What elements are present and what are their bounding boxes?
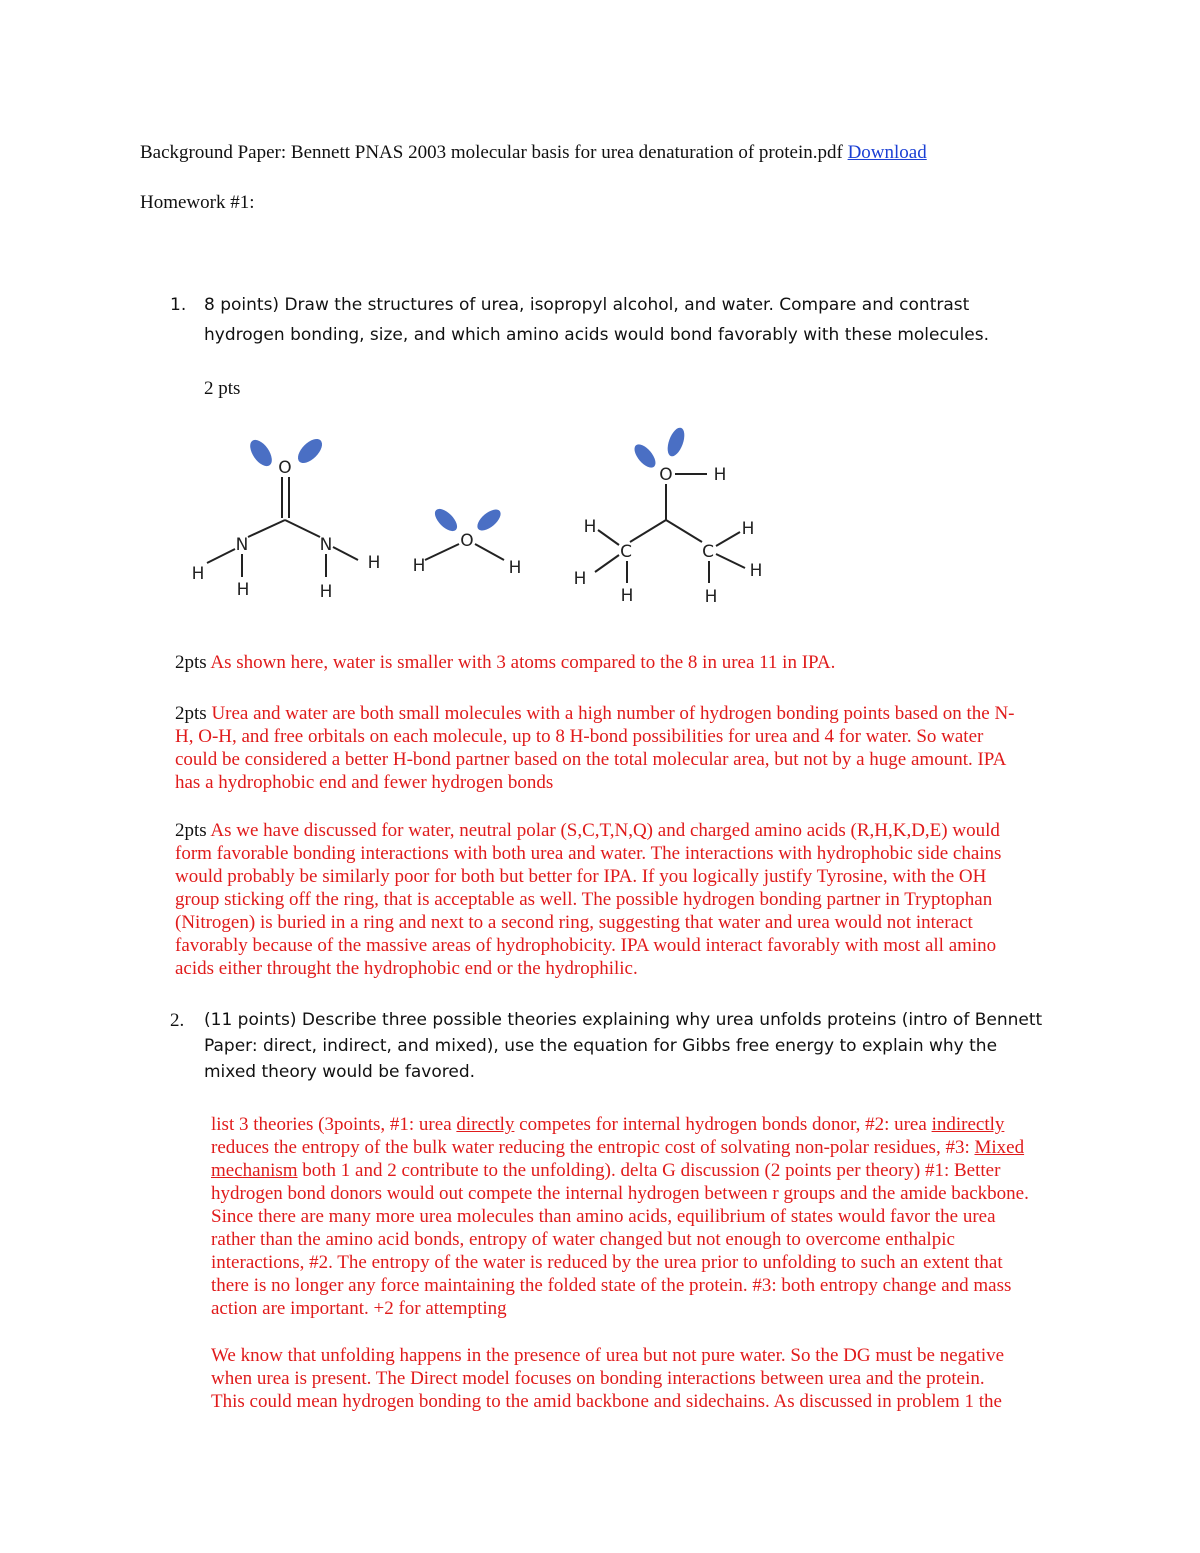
answer-text: when urea is present. The Direct model focuses on bonding interactions between urea and the protein. <box>211 1368 985 1389</box>
homework-title: Homework #1: <box>140 192 255 213</box>
atom-h: H <box>508 558 522 578</box>
atom-h: H <box>412 556 426 576</box>
q2-number: 2. <box>170 1010 185 1031</box>
download-link[interactable]: Download <box>847 142 927 163</box>
q1-pts-label: 2 pts <box>204 378 241 399</box>
background-paper-line <box>140 142 927 164</box>
water-structure <box>413 505 522 578</box>
answer-text: This could mean hydrogen bonding to the amid backbone and sidechains. As discussed in problem 1 the <box>211 1391 1002 1412</box>
atom-h: H <box>620 586 634 606</box>
orbital-lobe <box>474 506 504 535</box>
q2-answer-gibbs <box>211 1344 1004 1413</box>
q2-text-line1: (11 points) Describe three possible theories explaining why urea unfolds proteins (intro of Bennett <box>204 1010 1043 1030</box>
atom-h: H <box>704 587 718 607</box>
q1-text-line1: 8 points) Draw the structures of urea, isopropyl alcohol, and water. Compare and contrast <box>204 295 970 315</box>
atom-o: O <box>659 465 673 485</box>
underlined-mixed: Mixed <box>974 1137 1025 1158</box>
answer-text: would probably be similarly poor for both but better for IPA. If you logically justify Tyrosine, with the OH <box>175 866 987 887</box>
answer-line: reduces the entropy of the bulk water reducing the entropic cost of solvating non-polar residues, #3: Mixed <box>211 1137 1025 1158</box>
urea-structure <box>192 435 381 602</box>
underlined-mechanism: mechanism <box>211 1160 298 1181</box>
orbital-lobe <box>431 505 461 535</box>
answer-text: As shown here, water is smaller with 3 atoms compared to the 8 in urea 11 in IPA. <box>210 652 836 673</box>
atom-n: N <box>319 535 333 555</box>
answer-line: list 3 theories (3points, #1: urea directly competes for internal hydrogen bonds donor, #2: urea indirectly <box>211 1114 1005 1135</box>
answer-pts: 2pts <box>175 820 207 841</box>
underlined-indirectly: indirectly <box>931 1114 1005 1135</box>
answer-text: interactions, #2. The entropy of the water is reduced by the urea prior to unfolding to such an extent that <box>211 1252 1003 1273</box>
q1-answer-hbond <box>175 702 1015 794</box>
molecule-structures <box>0 420 1200 620</box>
atom-o: O <box>460 531 474 551</box>
atom-c: C <box>620 542 632 562</box>
answer-pts: 2pts <box>175 652 207 673</box>
answer-line: mechanism both 1 and 2 contribute to the unfolding). delta G discussion (2 points per theory) #1: Better <box>211 1160 1001 1181</box>
atom-h: H <box>367 553 381 573</box>
q1-answer-size <box>175 651 835 674</box>
orbital-lobe <box>294 435 327 468</box>
orbital-lobe <box>246 436 276 470</box>
atom-h: H <box>319 582 333 602</box>
atom-c: C <box>702 542 714 562</box>
answer-text: favorably because of the massive areas of hydrophobicity. IPA would interact favorably with most all amino <box>175 935 997 956</box>
answer-text: rather than the amino acid bonds, entropy of water changed but not enough to overcome enthalpic <box>211 1229 955 1250</box>
atom-h: H <box>583 517 597 537</box>
atom-h: H <box>191 564 205 584</box>
orbital-lobe <box>664 426 687 459</box>
atom-h: H <box>713 465 727 485</box>
answer-text: form favorable bonding interactions with both urea and water. The interactions with hydrophobic side chains <box>175 843 1002 864</box>
answer-text: has a hydrophobic end and fewer hydrogen bonds <box>175 772 554 793</box>
answer-text: group sticking off the ring, that is acceptable as well. The possible hydrogen bonding partner in Tryptophan <box>175 889 993 910</box>
q2-text-line2: Paper: direct, indirect, and mixed), use the equation for Gibbs free energy to explain why the <box>204 1036 998 1056</box>
q2-text-line3: mixed theory would be favored. <box>204 1062 476 1082</box>
answer-text: As we have discussed for water, neutral polar (S,C,T,N,Q) and charged amino acids (R,H,K,D,E) would <box>210 820 1000 841</box>
atom-n: N <box>235 535 249 555</box>
answer-text: there is no longer any force maintaining the folded state of the protein. #3: both entropy change and mass <box>211 1275 1012 1296</box>
atom-h: H <box>236 580 250 600</box>
answer-text: Urea and water are both small molecules with a high number of hydrogen bonding points based on the N- <box>211 703 1015 724</box>
underlined-directly: directly <box>456 1114 515 1135</box>
q1-answer-amino-acids <box>175 819 1001 980</box>
atom-h: H <box>741 519 755 539</box>
answer-line <box>175 702 1015 725</box>
answer-text: H, O-H, and free orbitals on each molecule, up to 8 H-bond possibilities for urea and 4 for water. So water <box>175 726 984 747</box>
q2-answer-theories <box>211 1113 1029 1320</box>
answer-text: We know that unfolding happens in the presence of urea but not pure water. So the DG must be negative <box>211 1345 1005 1366</box>
answer-text: could be considered a better H-bond partner based on the total molecular area, but not by a huge amount. IPA <box>175 749 1007 770</box>
answer-text: action are important. +2 for attempting <box>211 1298 507 1319</box>
answer-line <box>175 651 835 674</box>
answer-line <box>175 819 1001 842</box>
answer-text: hydrogen bond donors would out compete the internal hydrogen between r groups and the amide backbone. <box>211 1183 1029 1204</box>
atom-o: O <box>278 458 292 478</box>
answer-text: Since there are many more urea molecules than amino acids, equilibrium of states would favor the urea <box>211 1206 996 1227</box>
background-paper-text: Background Paper: Bennett PNAS 2003 molecular basis for urea denaturation of protein.pdf <box>140 142 843 163</box>
answer-text: acids either throught the hydrophobic end or the hydrophilic. <box>175 958 638 979</box>
atom-h: H <box>573 569 587 589</box>
atom-h: H <box>749 561 763 581</box>
answer-text: (Nitrogen) is buried in a ring and next to a second ring, suggesting that water and urea would not interact <box>175 912 973 933</box>
q1-text-line2: hydrogen bonding, size, and which amino acids would bond favorably with these molecules. <box>204 325 990 345</box>
q1-number: 1. <box>170 295 187 315</box>
answer-pts: 2pts <box>175 703 207 724</box>
ipa-structure <box>574 426 763 607</box>
orbital-lobe <box>631 441 660 471</box>
